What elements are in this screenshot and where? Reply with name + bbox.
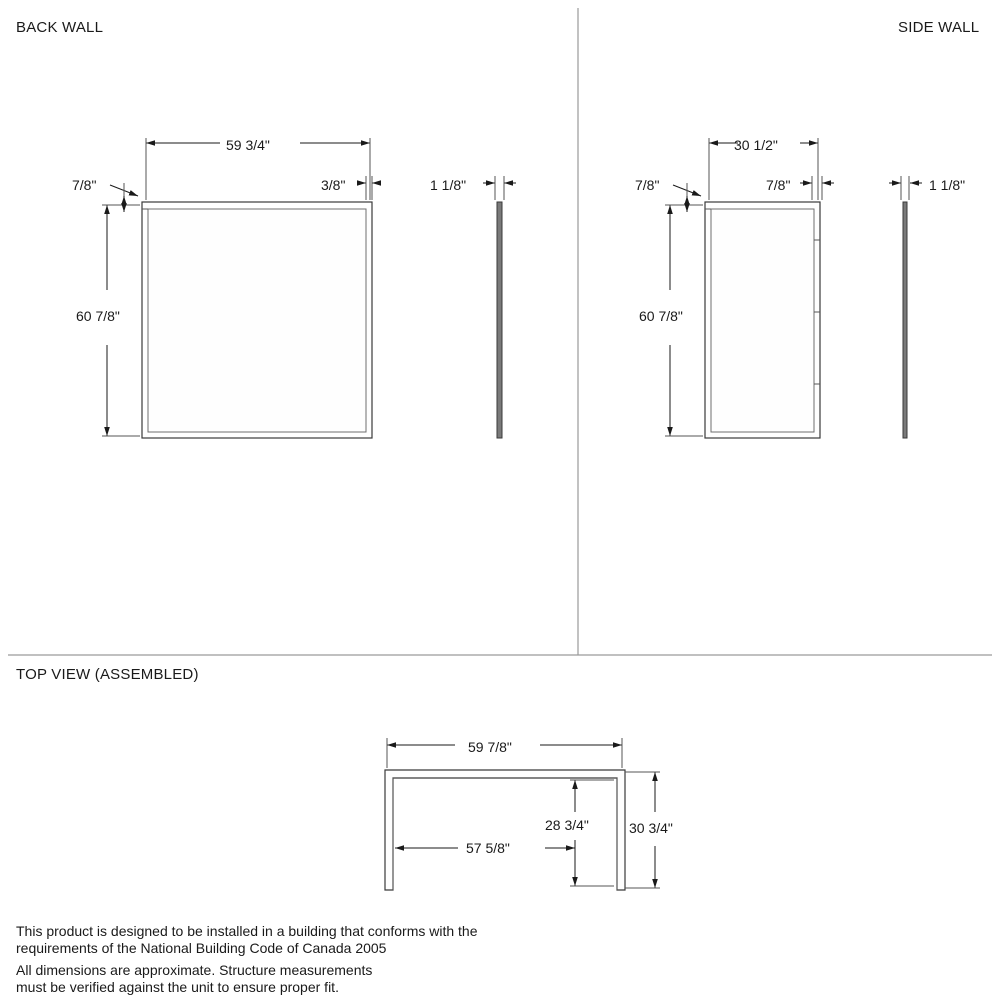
side-wall-thickness-label: 1 1/8" — [929, 177, 966, 193]
back-wall-title: BACK WALL — [16, 19, 104, 36]
top-view-inner-depth-label: 28 3/4" — [545, 817, 589, 833]
back-wall-right-offset-label: 3/8" — [321, 177, 346, 193]
side-wall-height-label: 60 7/8" — [639, 308, 683, 324]
top-view-assembly — [385, 770, 625, 890]
back-wall-edge-view — [483, 176, 516, 438]
side-wall-right-offset-label: 7/8" — [766, 177, 791, 193]
note-line-4: must be verified against the unit to ensure proper fit. — [16, 979, 339, 995]
note-line-2: requirements of the National Building Code of Canada 2005 — [16, 940, 387, 956]
side-wall-top-offset-label: 7/8" — [635, 177, 660, 193]
back-wall-right-offset-dimension — [358, 176, 380, 200]
back-wall-thickness-label: 1 1/8" — [430, 177, 467, 193]
top-view-outer-width-label: 59 7/8" — [468, 739, 512, 755]
side-wall-right-offset-dimension — [800, 176, 834, 200]
side-wall-top-offset-dimension — [673, 183, 701, 212]
side-wall-width-label: 30 1/2" — [734, 137, 778, 153]
side-wall-edge-view — [889, 176, 922, 438]
top-view-title: TOP VIEW (ASSEMBLED) — [16, 666, 199, 683]
back-wall-panel — [142, 202, 372, 438]
note-line-3: All dimensions are approximate. Structure measurements — [16, 962, 373, 978]
top-view-inner-width-label: 57 5/8" — [466, 840, 510, 856]
back-wall-top-offset-label: 7/8" — [72, 177, 97, 193]
back-wall-width-label: 59 3/4" — [226, 137, 270, 153]
side-wall-panel — [705, 202, 820, 438]
back-wall-top-offset-dimension — [110, 183, 138, 212]
back-wall-height-label: 60 7/8" — [76, 308, 120, 324]
top-view-inner-depth-dimension — [570, 780, 614, 886]
note-line-1: This product is designed to be installed in a building that conforms with the — [16, 923, 478, 939]
top-view-outer-depth-label: 30 3/4" — [629, 820, 673, 836]
side-wall-title: SIDE WALL — [898, 19, 980, 36]
